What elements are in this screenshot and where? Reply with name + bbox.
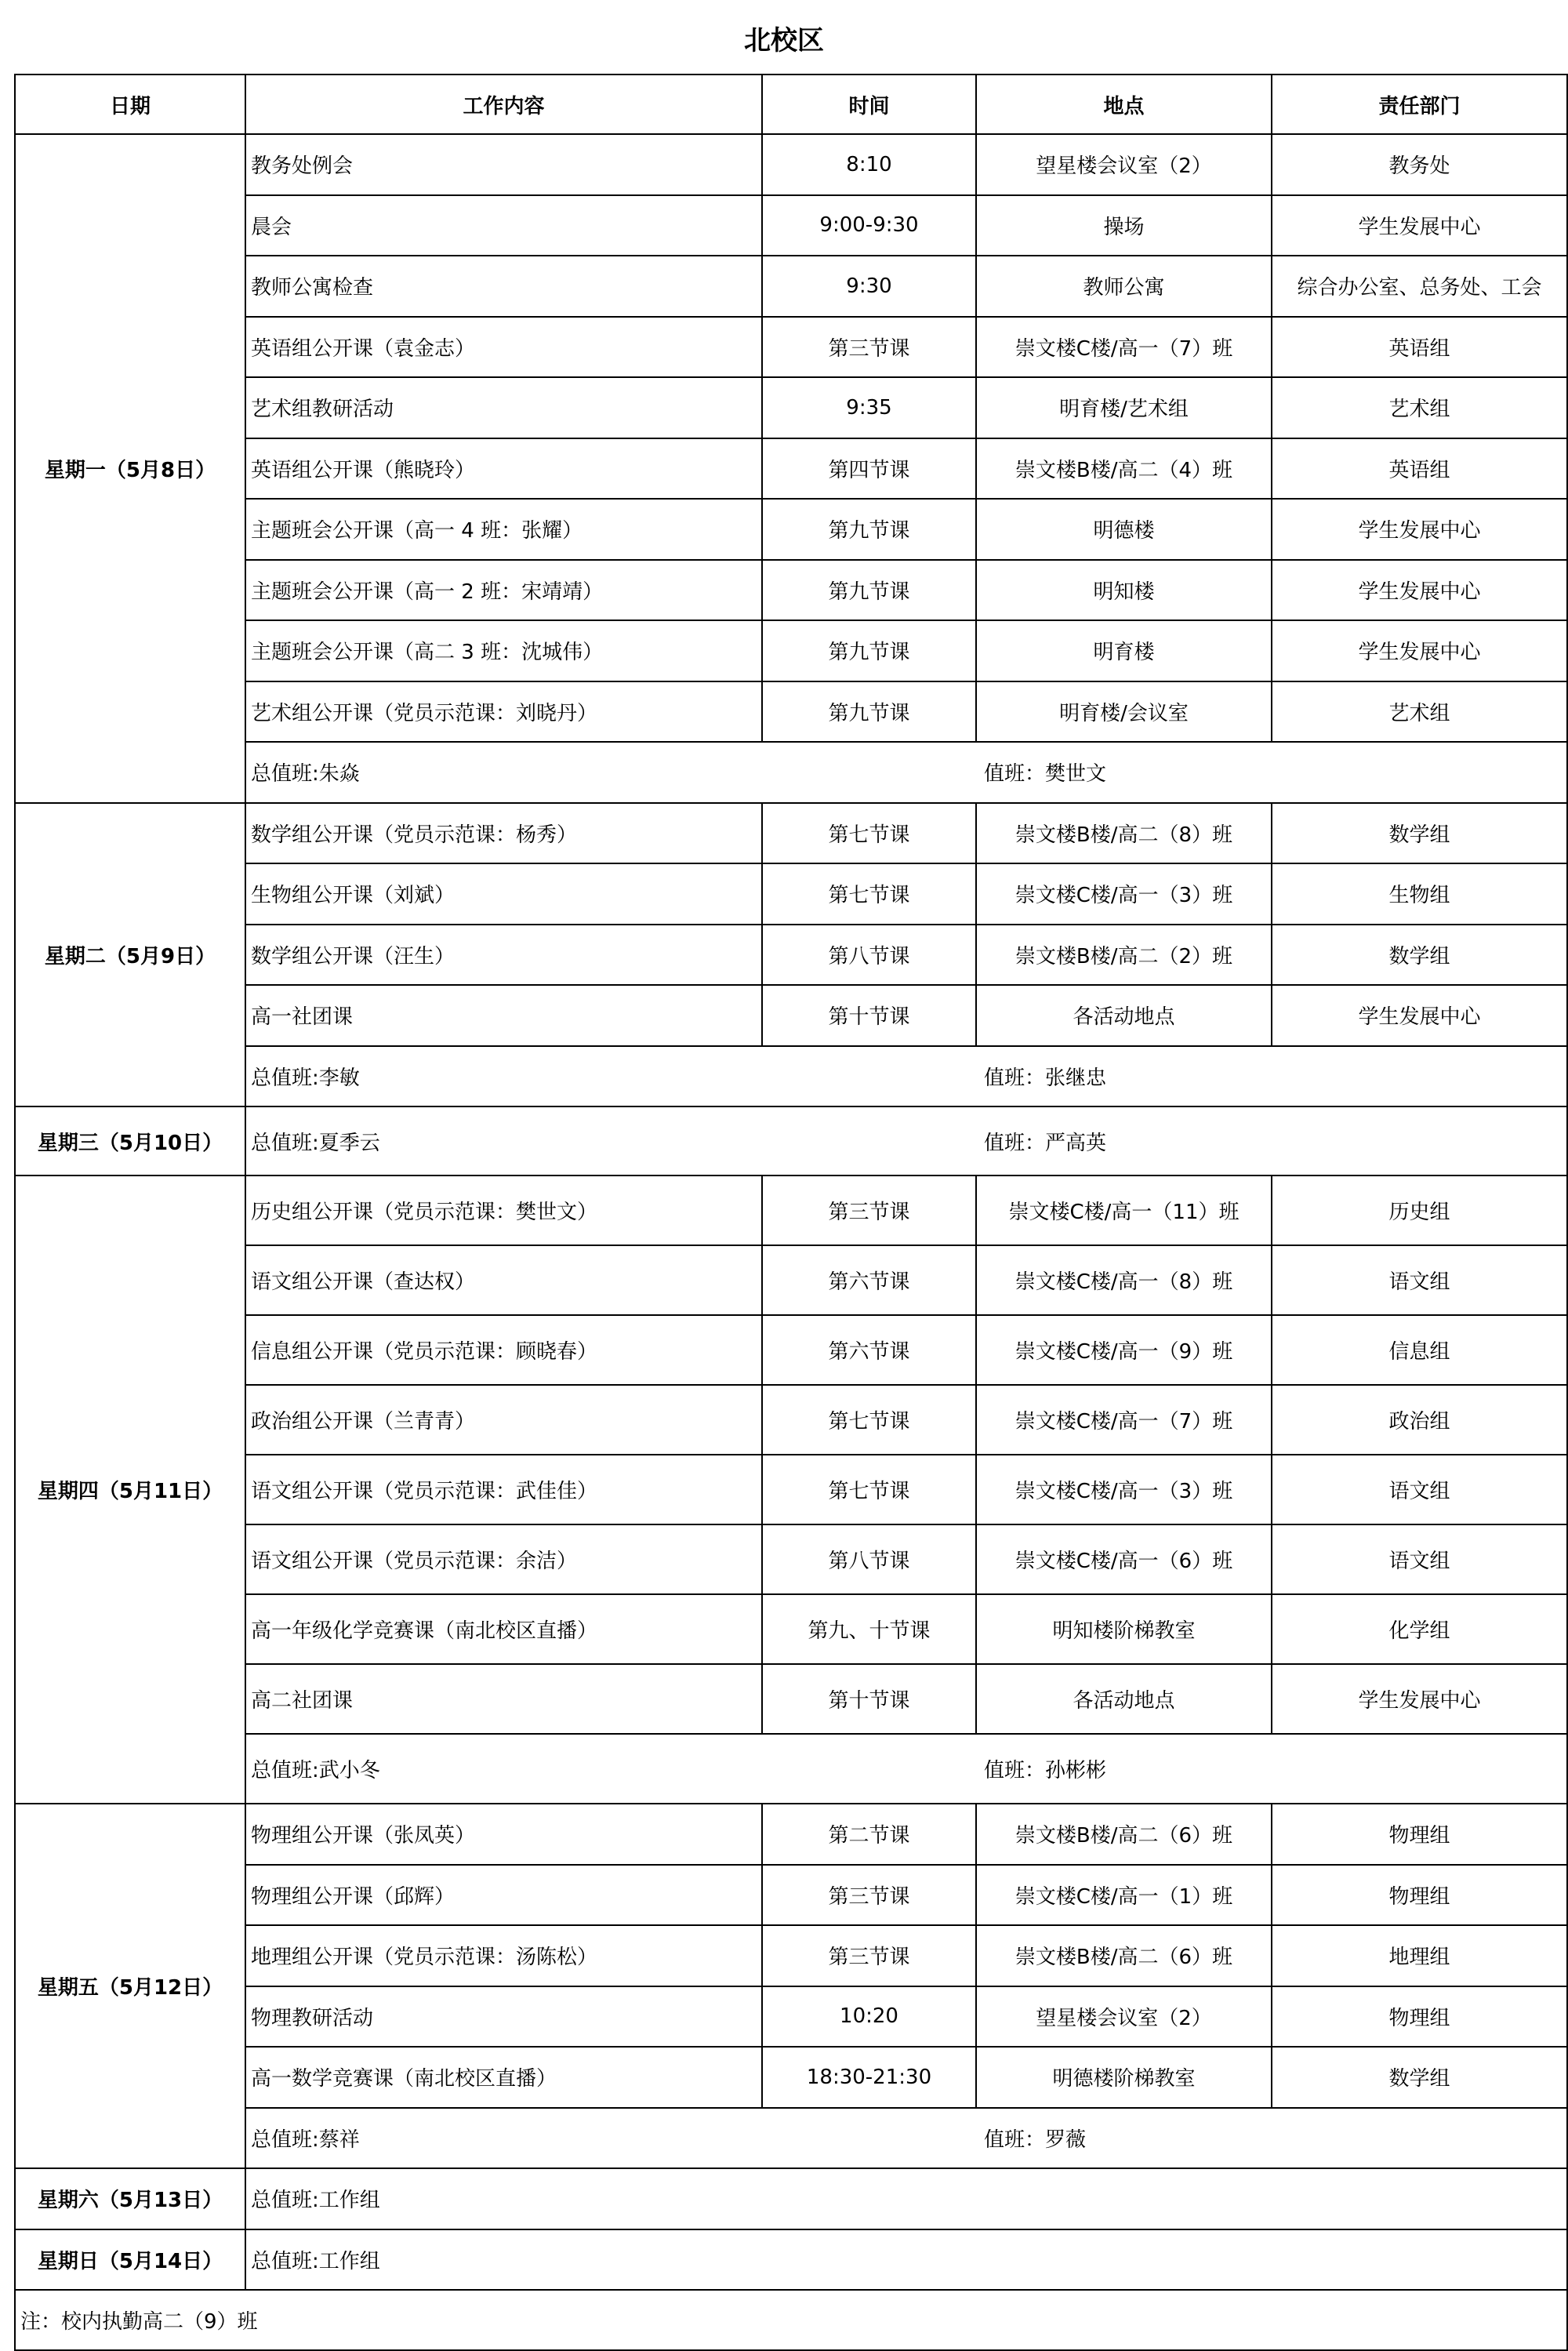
content-cell: 历史组公开课（党员示范课：樊世文） [245, 1176, 762, 1245]
location-cell: 崇文楼B楼/高二（6）班 [976, 1925, 1272, 1986]
location-cell: 明德楼阶梯教室 [976, 2047, 1272, 2108]
department-cell: 生物组 [1272, 863, 1567, 925]
location-cell: 明德楼 [976, 499, 1272, 560]
note-row [15, 2290, 1567, 2350]
time-cell: 第九、十节课 [762, 1594, 976, 1664]
time-cell: 第三节课 [762, 317, 976, 378]
location-cell: 望星楼会议室（2） [976, 134, 1272, 195]
time-cell: 10:20 [762, 1986, 976, 2048]
duty-cell [245, 1046, 1567, 1107]
department-cell: 英语组 [1272, 317, 1567, 378]
chief-duty-label: 总值班:武小冬 [251, 1759, 380, 1782]
duty-info [251, 2184, 1566, 2213]
duty-info [251, 1062, 1566, 1091]
table-row [15, 803, 1567, 864]
content-cell: 地理组公开课（党员示范课：汤陈松） [245, 1925, 762, 1986]
table-row [15, 925, 1567, 986]
page-title: 北校区 [744, 24, 824, 56]
header-time: 时间 [762, 74, 976, 134]
location-cell: 教师公寓 [976, 256, 1272, 317]
table-row [15, 1176, 1567, 1245]
content-cell: 数学组公开课（党员示范课：杨秀） [245, 803, 762, 864]
content-cell: 艺术组教研活动 [245, 377, 762, 438]
time-cell: 第六节课 [762, 1315, 976, 1385]
table-row [15, 438, 1567, 500]
content-cell: 语文组公开课（查达权） [245, 1245, 762, 1315]
table-row [15, 1455, 1567, 1524]
location-cell: 崇文楼C楼/高一（8）班 [976, 1245, 1272, 1315]
duty-cell [245, 2168, 1567, 2229]
content-cell: 主题班会公开课（高一 2 班：宋靖靖） [245, 560, 762, 621]
location-cell: 明育楼/艺术组 [976, 377, 1272, 438]
department-cell: 数学组 [1272, 925, 1567, 986]
location-cell: 崇文楼B楼/高二（6）班 [976, 1804, 1272, 1865]
time-cell: 第三节课 [762, 1176, 976, 1245]
duty-label: 值班：孙彬彬 [984, 1759, 1107, 1782]
date-cell: 星期二（5月9日） [15, 803, 245, 1107]
location-cell: 崇文楼B楼/高二（8）班 [976, 803, 1272, 864]
time-cell: 第三节课 [762, 1925, 976, 1986]
location-cell: 望星楼会议室（2） [976, 1986, 1272, 2048]
department-cell: 数学组 [1272, 803, 1567, 864]
time-cell: 第九节课 [762, 681, 976, 743]
table-row [15, 1385, 1567, 1455]
table-row [15, 620, 1567, 681]
time-cell: 8:10 [762, 134, 976, 195]
content-cell: 晨会 [245, 195, 762, 256]
time-cell: 第九节课 [762, 499, 976, 560]
department-cell: 学生发展中心 [1272, 560, 1567, 621]
chief-duty-label: 总值班:蔡祥 [251, 2128, 360, 2152]
table-row [15, 1315, 1567, 1385]
note-cell: 注：校内执勤高二（9）班 [15, 2290, 1567, 2350]
location-cell: 明育楼/会议室 [976, 681, 1272, 743]
department-cell: 英语组 [1272, 438, 1567, 500]
department-cell: 语文组 [1272, 1245, 1567, 1315]
location-cell: 操场 [976, 195, 1272, 256]
duty-row [15, 742, 1567, 803]
department-cell: 信息组 [1272, 1315, 1567, 1385]
duty-cell [245, 1734, 1567, 1804]
department-cell: 政治组 [1272, 1385, 1567, 1455]
location-cell: 崇文楼C楼/高一（7）班 [976, 317, 1272, 378]
table-row [15, 863, 1567, 925]
table-row [15, 317, 1567, 378]
table-row [15, 1594, 1567, 1664]
content-cell: 物理组公开课（张凤英） [245, 1804, 762, 1865]
location-cell: 崇文楼C楼/高一（1）班 [976, 1865, 1272, 1926]
location-cell: 崇文楼B楼/高二（4）班 [976, 438, 1272, 500]
chief-duty-label: 总值班:工作组 [251, 2189, 380, 2213]
content-cell: 教务处例会 [245, 134, 762, 195]
time-cell: 第八节课 [762, 1524, 976, 1594]
content-cell: 英语组公开课（袁金志） [245, 317, 762, 378]
content-cell: 物理教研活动 [245, 1986, 762, 2048]
time-cell: 第三节课 [762, 1865, 976, 1926]
duty-label: 值班：严高英 [984, 1131, 1107, 1155]
time-cell: 第七节课 [762, 863, 976, 925]
table-row [15, 1925, 1567, 1986]
department-cell: 艺术组 [1272, 681, 1567, 743]
duty-info [251, 1127, 1566, 1156]
header-date: 日期 [15, 74, 245, 134]
table-row [15, 2047, 1567, 2108]
location-cell: 崇文楼C楼/高一（6）班 [976, 1524, 1272, 1594]
department-cell: 物理组 [1272, 1804, 1567, 1865]
location-cell: 崇文楼C楼/高一（11）班 [976, 1176, 1272, 1245]
time-cell: 9:30 [762, 256, 976, 317]
content-cell: 高一数学竞赛课（南北校区直播） [245, 2047, 762, 2108]
content-cell: 教师公寓检查 [245, 256, 762, 317]
department-cell: 学生发展中心 [1272, 620, 1567, 681]
table-row [15, 1986, 1567, 2048]
department-cell: 物理组 [1272, 1865, 1567, 1926]
chief-duty-label: 总值班:工作组 [251, 2249, 380, 2273]
time-cell: 第二节课 [762, 1804, 976, 1865]
date-cell: 星期四（5月11日） [15, 1176, 245, 1804]
table-row [15, 499, 1567, 560]
department-cell: 化学组 [1272, 1594, 1567, 1664]
department-cell: 学生发展中心 [1272, 985, 1567, 1046]
date-cell: 星期五（5月12日） [15, 1804, 245, 2168]
duty-row [15, 2168, 1567, 2229]
department-cell: 地理组 [1272, 1925, 1567, 1986]
header-content: 工作内容 [245, 74, 762, 134]
content-cell: 高二社团课 [245, 1664, 762, 1734]
time-cell: 第七节课 [762, 1385, 976, 1455]
time-cell: 第四节课 [762, 438, 976, 500]
content-cell: 艺术组公开课（党员示范课：刘晓丹） [245, 681, 762, 743]
duty-row [15, 1734, 1567, 1804]
table-row [15, 1804, 1567, 1865]
time-cell: 第八节课 [762, 925, 976, 986]
chief-duty-label: 总值班:夏季云 [251, 1131, 380, 1155]
time-cell: 第十节课 [762, 1664, 976, 1734]
duty-cell [245, 1106, 1567, 1176]
location-cell: 明育楼 [976, 620, 1272, 681]
content-cell: 主题班会公开课（高一 4 班：张耀） [245, 499, 762, 560]
header-row [15, 74, 1567, 134]
schedule-table [14, 74, 1568, 2351]
department-cell: 语文组 [1272, 1455, 1567, 1524]
content-cell: 政治组公开课（兰青青） [245, 1385, 762, 1455]
duty-row [15, 2108, 1567, 2169]
location-cell: 各活动地点 [976, 1664, 1272, 1734]
location-cell: 崇文楼C楼/高一（7）班 [976, 1385, 1272, 1455]
content-cell: 语文组公开课（党员示范课：武佳佳） [245, 1455, 762, 1524]
table-row [15, 134, 1567, 195]
department-cell: 历史组 [1272, 1176, 1567, 1245]
content-cell: 英语组公开课（熊晓玲） [245, 438, 762, 500]
chief-duty-label: 总值班:李敏 [251, 1066, 360, 1090]
duty-cell [245, 742, 1567, 803]
header-department: 责任部门 [1272, 74, 1567, 134]
header-location: 地点 [976, 74, 1272, 134]
duty-label: 值班：樊世文 [984, 762, 1107, 787]
duty-label: 值班：罗薇 [984, 2128, 1087, 2152]
table-row [15, 1524, 1567, 1594]
duty-row [15, 2229, 1567, 2291]
table-row [15, 256, 1567, 317]
content-cell: 物理组公开课（邱辉） [245, 1865, 762, 1926]
time-cell: 第六节课 [762, 1245, 976, 1315]
duty-info [251, 2124, 1566, 2153]
location-cell: 各活动地点 [976, 985, 1272, 1046]
table-row [15, 377, 1567, 438]
duty-cell [245, 2229, 1567, 2291]
time-cell: 第七节课 [762, 1455, 976, 1524]
duty-info [251, 758, 1566, 787]
department-cell: 教务处 [1272, 134, 1567, 195]
duty-cell [245, 2108, 1567, 2169]
date-cell: 星期一（5月8日） [15, 134, 245, 803]
department-cell: 学生发展中心 [1272, 195, 1567, 256]
duty-info [251, 2245, 1566, 2274]
content-cell: 信息组公开课（党员示范课：顾晓春） [245, 1315, 762, 1385]
location-cell: 崇文楼C楼/高一（3）班 [976, 1455, 1272, 1524]
table-row [15, 681, 1567, 743]
duty-row [15, 1106, 1567, 1176]
date-cell: 星期日（5月14日） [15, 2229, 245, 2291]
table-row [15, 1865, 1567, 1926]
department-cell: 学生发展中心 [1272, 499, 1567, 560]
content-cell: 数学组公开课（汪生） [245, 925, 762, 986]
content-cell: 主题班会公开课（高二 3 班：沈城伟） [245, 620, 762, 681]
time-cell: 第九节课 [762, 560, 976, 621]
duty-info [251, 1754, 1566, 1783]
department-cell: 语文组 [1272, 1524, 1567, 1594]
duty-row [15, 1046, 1567, 1107]
content-cell: 高一社团课 [245, 985, 762, 1046]
table-row [15, 985, 1567, 1046]
duty-label: 值班：张继忠 [984, 1066, 1107, 1090]
content-cell: 高一年级化学竞赛课（南北校区直播） [245, 1594, 762, 1664]
table-row [15, 1245, 1567, 1315]
department-cell: 学生发展中心 [1272, 1664, 1567, 1734]
department-cell: 数学组 [1272, 2047, 1567, 2108]
chief-duty-label: 总值班:朱焱 [251, 762, 360, 787]
date-cell: 星期三（5月10日） [15, 1106, 245, 1176]
time-cell: 第七节课 [762, 803, 976, 864]
date-cell: 星期六（5月13日） [15, 2168, 245, 2229]
time-cell: 9:35 [762, 377, 976, 438]
location-cell: 崇文楼C楼/高一（9）班 [976, 1315, 1272, 1385]
location-cell: 崇文楼B楼/高二（2）班 [976, 925, 1272, 986]
location-cell: 明知楼阶梯教室 [976, 1594, 1272, 1664]
content-cell: 生物组公开课（刘斌） [245, 863, 762, 925]
table-row [15, 195, 1567, 256]
time-cell: 18:30-21:30 [762, 2047, 976, 2108]
time-cell: 第九节课 [762, 620, 976, 681]
table-row [15, 560, 1567, 621]
department-cell: 物理组 [1272, 1986, 1567, 2048]
time-cell: 第十节课 [762, 985, 976, 1046]
location-cell: 明知楼 [976, 560, 1272, 621]
department-cell: 综合办公室、总务处、工会 [1272, 256, 1567, 317]
content-cell: 语文组公开课（党员示范课：余洁） [245, 1524, 762, 1594]
time-cell: 9:00-9:30 [762, 195, 976, 256]
department-cell: 艺术组 [1272, 377, 1567, 438]
table-row [15, 1664, 1567, 1734]
location-cell: 崇文楼C楼/高一（3）班 [976, 863, 1272, 925]
